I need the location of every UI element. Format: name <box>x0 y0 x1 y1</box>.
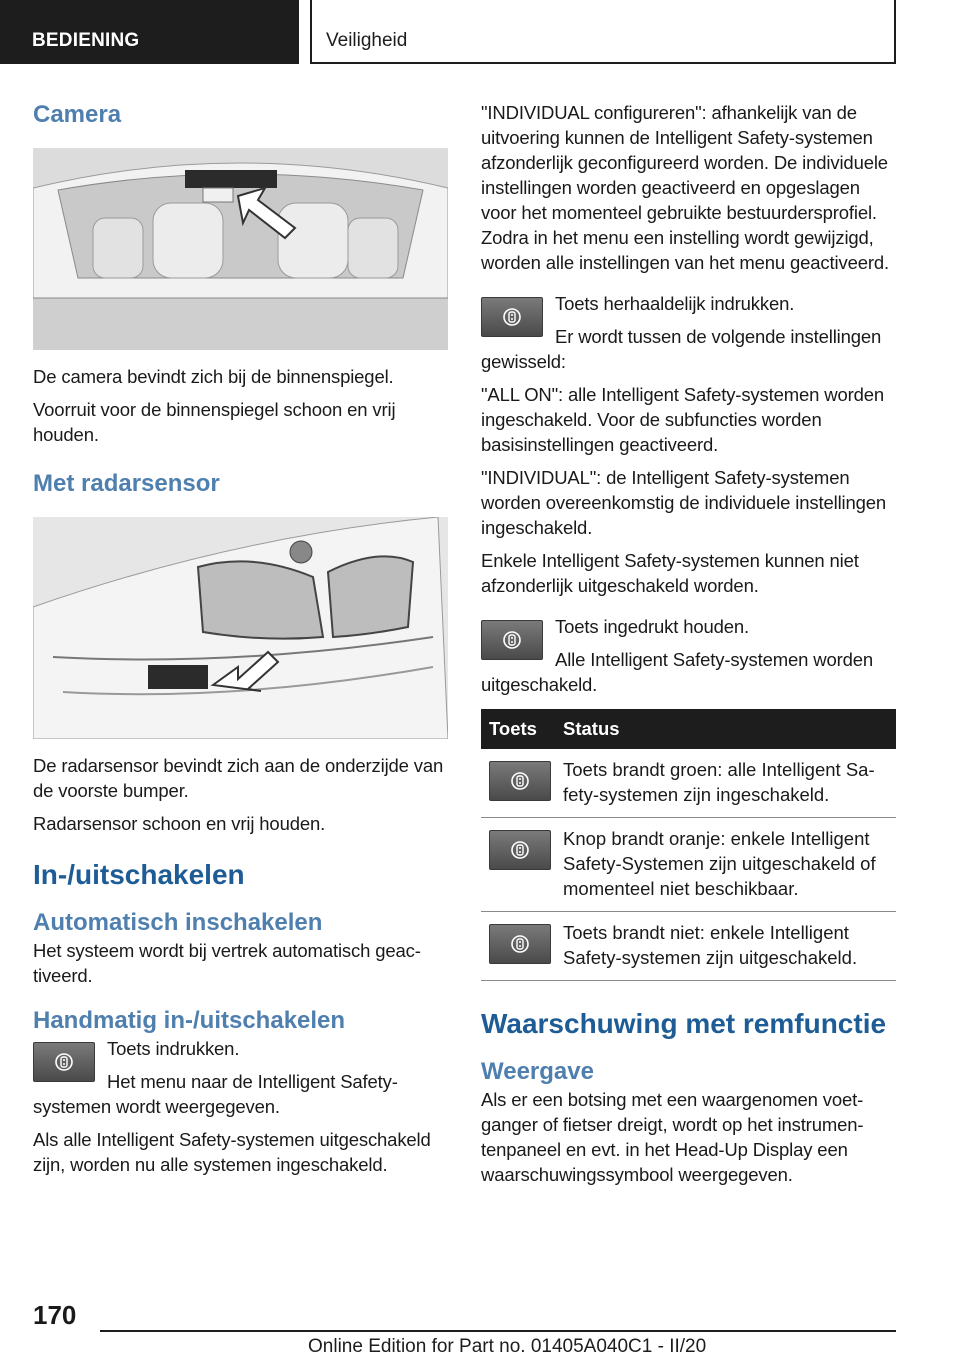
radar-illustration <box>33 517 448 739</box>
key-green-icon <box>489 761 551 801</box>
table-row <box>481 912 896 981</box>
display-heading: Weergave <box>481 1058 594 1085</box>
key1-text-2: Er wordt tussen de volgende instellingen gewisseld: <box>481 326 882 372</box>
chapter-tab <box>310 0 896 64</box>
key-off-icon <box>489 924 551 964</box>
status-table <box>481 709 896 981</box>
intelligent-safety-key-icon <box>481 297 543 337</box>
display-text: Als er een botsing met een waargenomen voetganger of fietser dreigt, wordt op het instrumentenpaneel en evt. in het Head-Up Display een waarschuwingssymbool weergegeven. <box>481 1089 864 1185</box>
table-row <box>481 818 896 912</box>
onoff-heading: In-/uitschakelen <box>33 859 245 890</box>
manual-key-line <box>33 1036 448 1119</box>
individual-text: "INDIVIDUAL": de Intelligent Safety-systemen worden overeenkomstig de individuele instellingen ingeschakeld. <box>481 467 887 538</box>
camera-text-1: De camera bevindt zich bij de binnenspiegel. <box>33 366 394 387</box>
camera-text-2: Voorruit voor de binnenspiegel schoon en vrij houden. <box>33 399 396 445</box>
manual-text-2: Als alle Intelligent Safety-systemen uitgeschakeld zijn, worden nu alle systemen ingeschakeld. <box>33 1129 431 1175</box>
status-cell: Toets brandt groen: alle Intelligent Safety-systemen zijn ingeschakeld. <box>555 749 896 818</box>
warning-heading: Waarschuwing met remfunctie <box>481 1008 887 1039</box>
auto-heading: Automatisch inschakelen <box>33 909 323 936</box>
key1-text-1: Toets herhaaldelijk indrukken. <box>555 293 795 314</box>
camera-illustration <box>33 148 448 350</box>
section-title: BEDIENING <box>32 30 140 51</box>
key1-line <box>481 291 896 374</box>
manual-heading: Handmatig in-/uitschakelen <box>33 1007 346 1034</box>
status-cell: Toets brandt niet: enkele Intelligent Safety-systemen zijn uitgeschakeld. <box>555 912 896 981</box>
intelligent-safety-key-icon <box>481 620 543 660</box>
radar-heading: Met radarsensor <box>33 470 220 497</box>
status-cell: Knop brandt oranje: enkele Intelligent Safety-Systemen zijn uitgeschakeld of momenteel niet beschikbaar. <box>555 818 896 912</box>
right-column <box>481 100 896 1195</box>
auto-text: Het systeem wordt bij vertrek automatisch geactiveerd. <box>33 940 421 986</box>
col-header-status: Status <box>555 709 896 749</box>
section-tab <box>0 0 299 64</box>
key-orange-icon <box>489 830 551 870</box>
col-header-toets: Toets <box>481 709 555 749</box>
key2-text-1: Toets ingedrukt houden. <box>555 616 750 637</box>
page-number: 170 <box>33 1300 77 1330</box>
all-on-text: "ALL ON": alle Intelligent Safety-systemen worden ingeschakeld. Voor de subfuncties worden basisinstellingen geactiveerd. <box>481 384 885 455</box>
chapter-title: Veiligheid <box>326 30 408 51</box>
footer-divider <box>100 1330 896 1332</box>
radar-text-1: De radarsensor bevindt zich aan de onderzijde van de voorste bumper. <box>33 755 444 801</box>
radar-text-2: Radarsensor schoon en vrij houden. <box>33 813 326 834</box>
camera-heading: Camera <box>33 101 122 128</box>
table-row <box>481 749 896 818</box>
manual-text-1: Het menu naar de Intelligent Safety-systemen wordt weergegeven. <box>33 1071 398 1117</box>
manual-key-text: Toets indrukken. <box>107 1038 240 1059</box>
edition-label: Online Edition for Part no. 01405A040C1 - II/20 <box>308 1336 707 1357</box>
key2-text-2: Alle Intelligent Safety-systemen worden uitgeschakeld. <box>481 649 874 695</box>
left-column <box>33 100 448 1185</box>
status-table-header <box>481 709 896 749</box>
intelligent-safety-key-icon <box>33 1042 95 1082</box>
key2-line <box>481 614 896 697</box>
enkele-text: Enkele Intelligent Safety-systemen kunnen niet afzonderlijk uitgeschakeld worden. <box>481 550 859 596</box>
individual-config-text: "INDIVIDUAL configureren": afhankelijk van de uitvoering kunnen de Intelligent Safety-systemen afzonderlijk geconfigureerd worden. De individuele instellingen worden geactiveerd en opgeslagen voor het momenteel gebruikte bestuurdersprofiel. Zodra in het menu een instelling wordt gewijzigd, worden alle instellingen van het menu geactiveerd. <box>481 102 889 273</box>
